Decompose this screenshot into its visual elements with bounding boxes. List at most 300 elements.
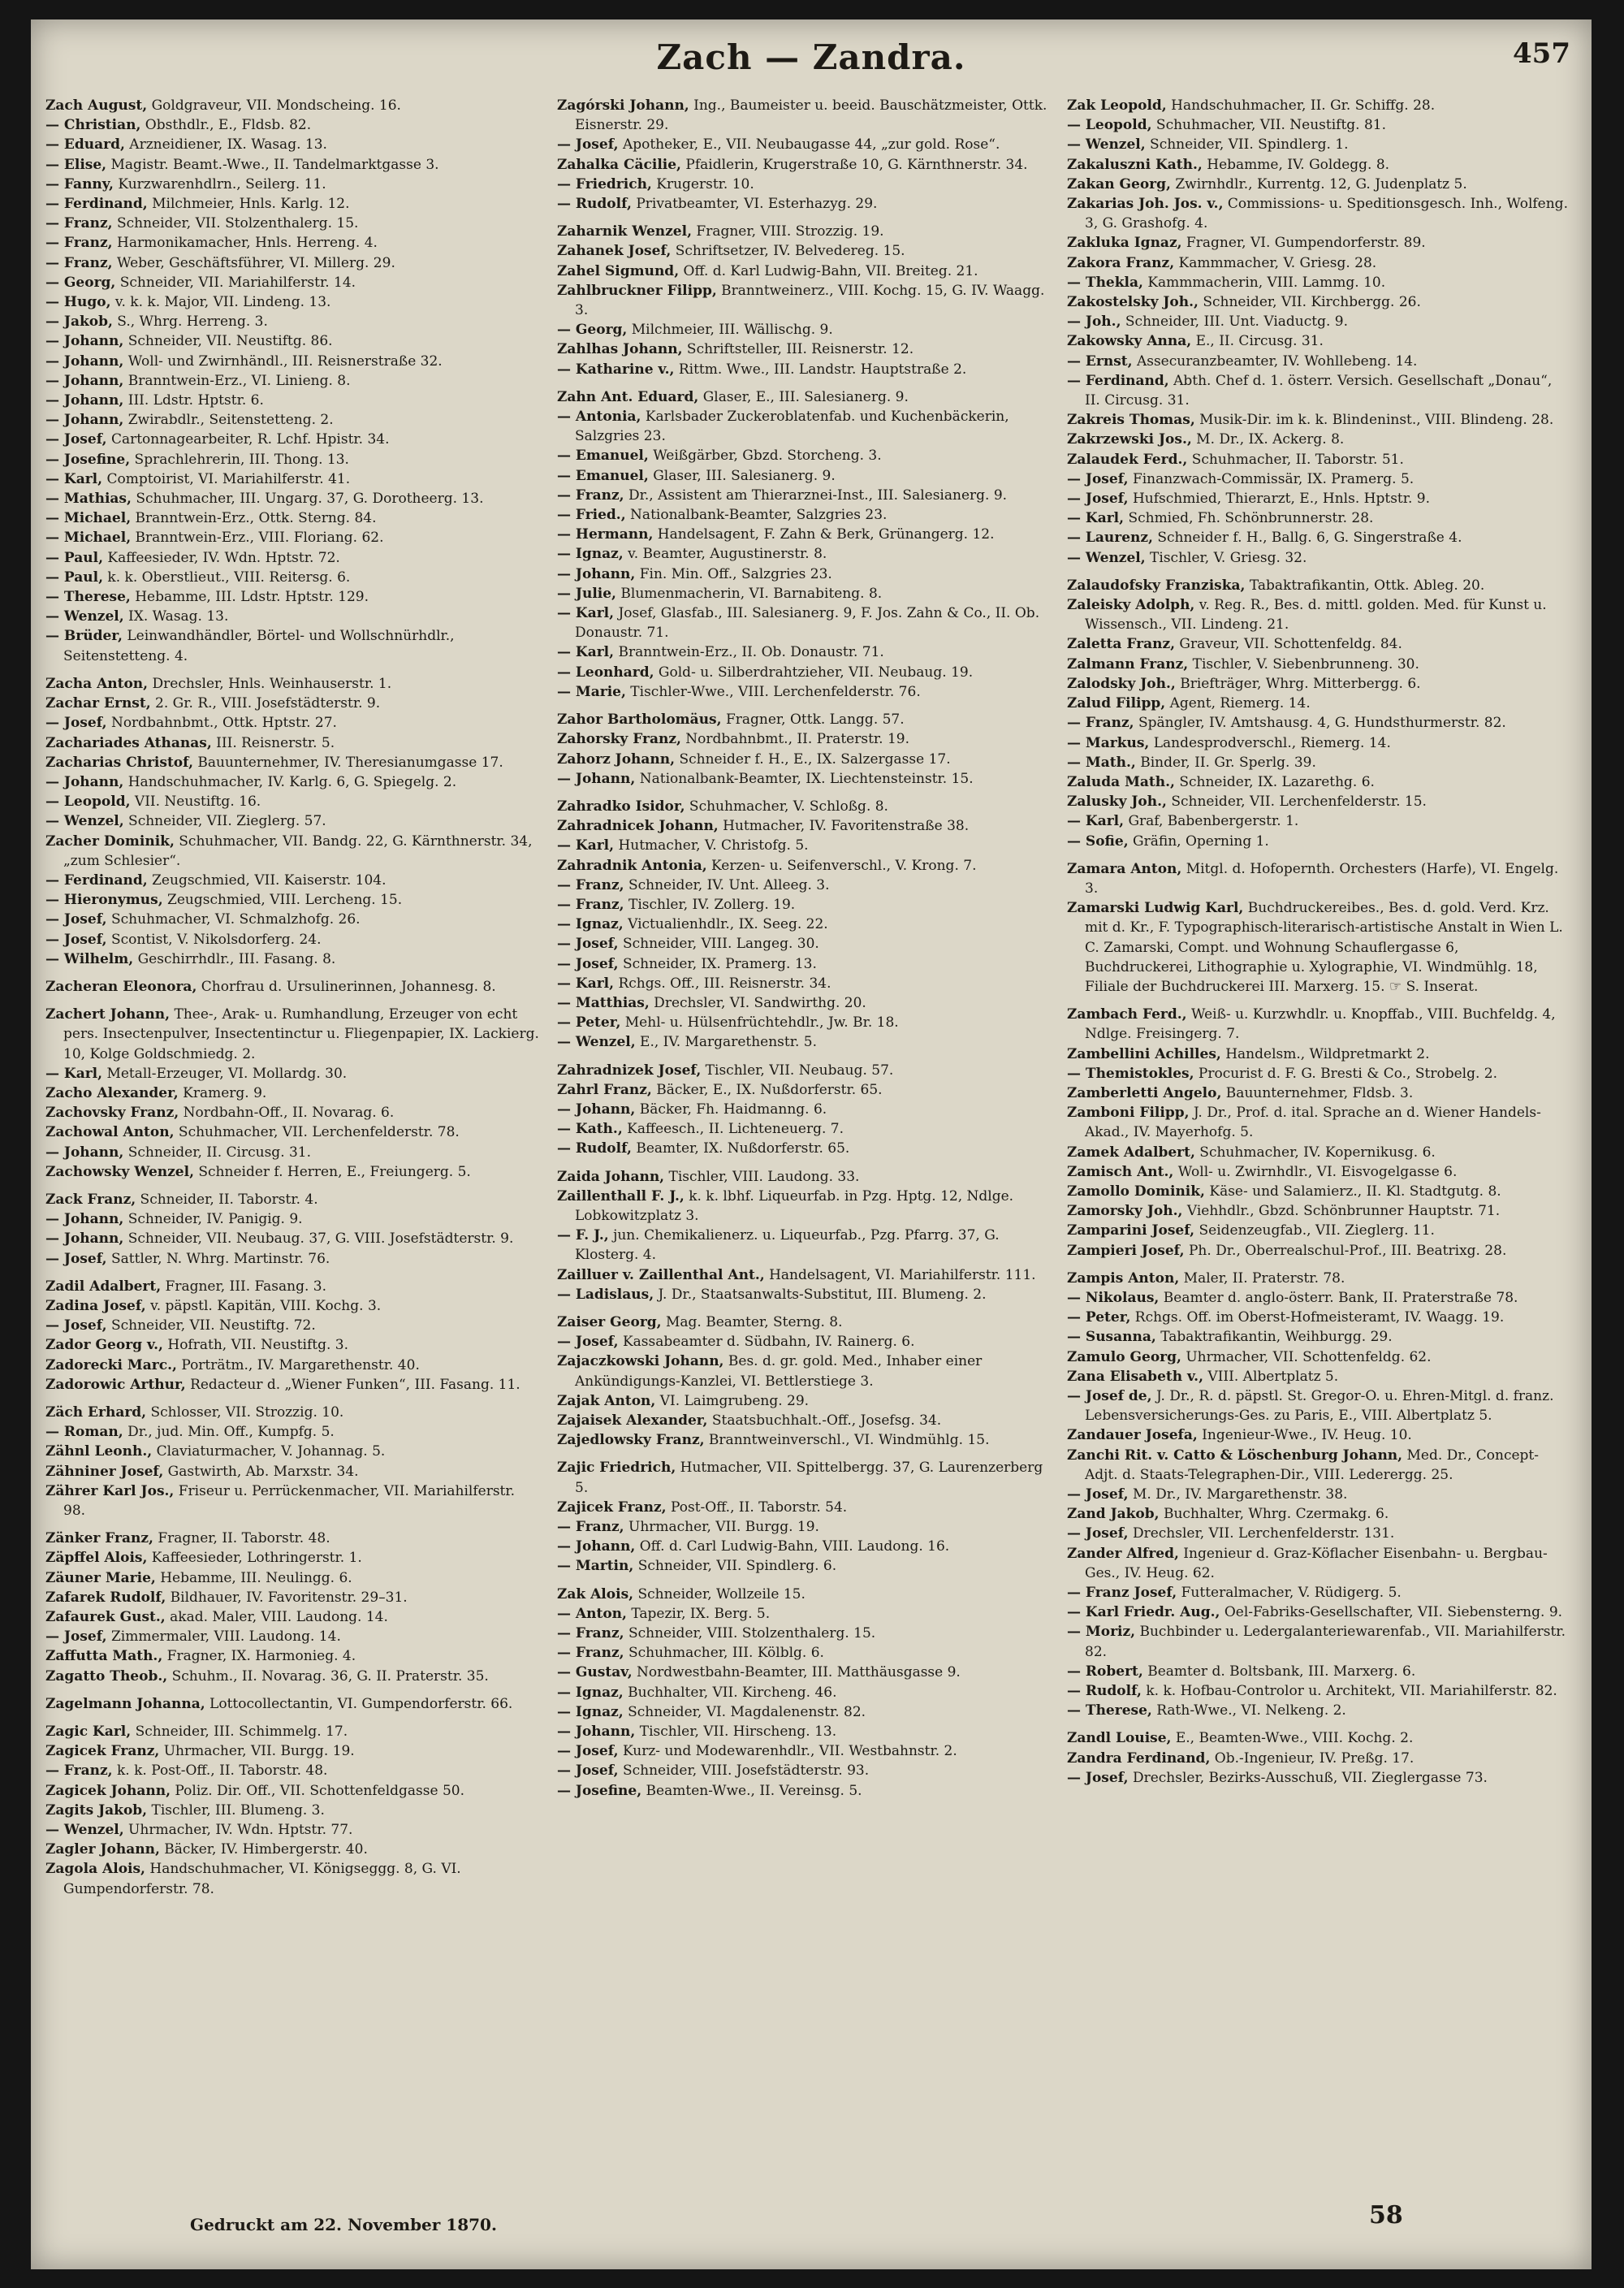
entry-name: Zahanek Josef, (557, 243, 672, 260)
directory-entry (557, 603, 1051, 642)
entry-details: Rchgs. Off. im Oberst-Hofmeisteramt, IV. Waagg. 19. (1130, 1309, 1505, 1326)
directory-entry (45, 352, 539, 371)
directory-entry (557, 682, 1051, 702)
entry-details: Buchhalter, VII. Kircheng. 46. (623, 1684, 837, 1701)
entry-name: — Georg, (45, 274, 116, 291)
directory-entry (45, 1229, 539, 1248)
directory-entry (557, 797, 1051, 816)
directory-entry (45, 1064, 539, 1083)
entry-name: — Johann, (45, 333, 124, 350)
directory-entry (557, 1702, 1051, 1722)
entry-details: Obsthdlr., E., Fldsb. 82. (140, 117, 312, 134)
entry-name: — Johann, (45, 1211, 124, 1228)
directory-entry (45, 115, 539, 135)
directory-entry (557, 729, 1051, 749)
directory-entry (557, 241, 1051, 261)
entry-details: Branntwein-Erz., VI. Linieng. 8. (123, 372, 351, 389)
entry-details: Graf, Babenbergerstr. 1. (1124, 813, 1299, 830)
entry-name: — Rudolf, (1067, 1683, 1142, 1700)
directory-entry (557, 816, 1051, 836)
directory-entry (45, 1801, 539, 1820)
directory-entry (45, 1316, 539, 1335)
entry-name: — Markus, (1067, 734, 1150, 751)
directory-entry (557, 954, 1051, 974)
entry-name: — Franz, (557, 876, 624, 893)
directory-entry (45, 1820, 539, 1840)
entry-name: Zakora Franz, (1067, 254, 1175, 271)
entry-details: Schneider, IV. Panigig. 9. (123, 1211, 303, 1228)
directory-entry (557, 1285, 1051, 1304)
directory-entry (1067, 135, 1570, 154)
entry-name: Zahradnizek Josef, (557, 1062, 702, 1079)
directory-entry (45, 1375, 539, 1395)
entry-details: Branntwein-Erz., Ottk. Sterng. 84. (131, 510, 377, 527)
directory-entry (1067, 1602, 1570, 1622)
entry-details: Harmonikamacher, Hnls. Herreng. 4. (112, 235, 378, 252)
entry-details: Pfaidlerin, Krugerstraße 10, G. Kärnthnerstr. 34. (680, 156, 1028, 173)
entry-name: — Johann, (557, 565, 636, 582)
entry-name: — Franz, (45, 235, 113, 252)
entry-name: — Nikolaus, (1067, 1289, 1160, 1306)
entry-name: — Josef, (557, 1762, 619, 1780)
entry-name: Zahor Bartholomäus, (557, 711, 722, 729)
entry-details: Fragner, VI. Gumpendorferstr. 89. (1181, 235, 1426, 252)
entry-name: Zakrzewski Jos., (1067, 431, 1192, 448)
directory-entry (557, 486, 1051, 505)
entry-details: 2. Gr. R., VIII. Josefstädterstr. 9. (150, 695, 381, 712)
entry-name: Zaleisky Adolph, (1067, 597, 1195, 614)
column-3 (1067, 96, 1570, 2175)
entry-name: — Peter, (1067, 1309, 1131, 1326)
entry-details: Bäcker, Fh. Haidmanng. 6. (635, 1101, 827, 1118)
directory-entry (557, 340, 1051, 359)
entry-details: Staatsbuchhalt.-Off., Josefsg. 34. (707, 1412, 942, 1429)
entry-details: S., Whrg. Herreng. 3. (112, 314, 268, 331)
entry-details: Drechsler, VI. Sandwirthg. 20. (649, 994, 866, 1011)
entry-name: — Ferdinand, (45, 196, 148, 213)
entry-name: Zäuner Marie, (45, 1569, 156, 1586)
directory-entry (557, 135, 1051, 154)
directory-entry (45, 1277, 539, 1296)
entry-name: — Ignaz, (557, 1684, 624, 1701)
entry-details: Bauunternehmer, Fldsb. 3. (1221, 1084, 1414, 1101)
entry-name: Zajaisek Alexander, (557, 1412, 708, 1429)
directory-entry (1067, 1749, 1570, 1768)
entry-details: Schneider, II. Taborstr. 4. (136, 1191, 318, 1208)
entry-name: Zamberletti Angelo, (1067, 1084, 1222, 1101)
entry-details: Schneider, VIII. Josefstädterstr. 93. (618, 1762, 870, 1780)
entry-name: Zagórski Johann, (557, 97, 689, 114)
entry-details: Thee-, Arak- u. Rumhandlung, Erzeuger von echt pers. Insectenpulver, Insectentinctur u. Fliegenpapier, IX. Lackierg. 10, Kolge Goldschmiedg. 2. (63, 1006, 539, 1062)
entry-details: Branntweinerz., VIII. Kochg. 15, G. IV. Waagg. 3. (575, 282, 1045, 319)
directory-entry (45, 96, 539, 115)
entry-details: Schuhm., II. Novarag. 36, G. II. Praterstr. 35. (167, 1667, 489, 1685)
entry-details: Briefträger, Whrg. Mitterbergg. 6. (1175, 675, 1421, 692)
entry-name: Zaillenthall F. J., (557, 1187, 685, 1205)
entry-name: Zandra Ferdinand, (1067, 1750, 1211, 1767)
directory-entry (1067, 489, 1570, 508)
directory-entry (45, 155, 539, 175)
entry-details: Beamter d. Boltsbank, III. Marxerg. 6. (1142, 1663, 1416, 1680)
directory-entry (45, 253, 539, 273)
entry-name: — Johann, (45, 412, 124, 429)
entry-name: Zampis Anton, (1067, 1269, 1180, 1287)
entry-details: Geschirrhdlr., III. Fasang. 8. (133, 950, 336, 967)
directory-entry (45, 489, 539, 508)
directory-entry (557, 934, 1051, 954)
entry-details: Hebamme, IV. Goldegg. 8. (1202, 156, 1390, 173)
directory-entry (1067, 1524, 1570, 1543)
entry-details: Kurz- und Modewarenhdlr., VII. Westbahnstr. 2. (618, 1743, 957, 1760)
entry-name: — Karl, (557, 837, 615, 854)
entry-name: — Eduard, (45, 136, 125, 154)
directory-entry (45, 135, 539, 154)
entry-name: Zalmann Franz, (1067, 655, 1189, 673)
entry-name: Zambellini Achilles, (1067, 1045, 1221, 1062)
entry-details: Schneider, VII. Stolzenthalerg. 15. (112, 215, 359, 232)
entry-details: Bes. d. gr. gold. Med., Inhaber einer Ankündigungs-Kanzlei, VI. Bettlerstiege 3. (575, 1353, 983, 1390)
directory-entry (557, 1411, 1051, 1430)
entry-name: Zähniner Josef, (45, 1463, 164, 1480)
directory-entry (1067, 792, 1570, 811)
directory-entry (557, 1643, 1051, 1663)
directory-entry (557, 856, 1051, 876)
entry-details: M. Dr., IX. Ackerg. 8. (1191, 431, 1345, 448)
entry-name: Zamek Adalbert, (1067, 1144, 1195, 1161)
entry-name: — Josef, (1067, 1769, 1129, 1786)
entry-name: Zahorz Johann, (557, 750, 676, 768)
entry-details: Graveur, VII. Schottenfeldg. 84. (1175, 636, 1402, 653)
entry-details: v. päpstl. Kapitän, VIII. Kochg. 3. (145, 1297, 382, 1314)
entry-details: Branntwein-Erz., II. Ob. Donaustr. 71. (614, 644, 884, 661)
entry-details: Mag. Beamter, Sterng. 8. (661, 1313, 843, 1330)
entry-name: — Wenzel, (45, 813, 124, 830)
entry-details: Rittm. Wwe., III. Landstr. Hauptstraße 2. (674, 361, 967, 378)
directory-entry (45, 910, 539, 929)
entry-details: Branntweinverschl., VI. Windmühlg. 15. (704, 1432, 990, 1449)
directory-entry (557, 1061, 1051, 1080)
entry-name: — Friedrich, (557, 175, 652, 192)
entry-details: Hutmacher, VII. Spittelbergg. 37, G. Laurenzerberg 5. (575, 1460, 1043, 1496)
entry-name: — Franz, (557, 1625, 624, 1642)
entry-name: — Ignaz, (557, 546, 624, 563)
entry-name: — Johann, (557, 1724, 636, 1741)
entry-name: Zakarias Joh. Jos. v., (1067, 196, 1224, 213)
entry-details: v. k. k. Major, VII. Lindeng. 13. (110, 294, 331, 311)
entry-details: Privatbeamter, VI. Esterhazyg. 29. (631, 196, 878, 213)
entry-name: — Fried., (557, 507, 626, 524)
entry-name: Zamorsky Joh., (1067, 1203, 1183, 1220)
entry-name: — Johann, (45, 773, 124, 790)
entry-name: — Karl, (557, 605, 615, 622)
directory-entry (45, 1548, 539, 1568)
directory-entry (45, 1122, 539, 1142)
entry-details: Gastwirth, Ab. Marxstr. 34. (163, 1463, 359, 1480)
entry-details: Bäcker, E., IX. Nußdorferstr. 65. (651, 1081, 883, 1098)
entry-name: — Paul, (45, 549, 103, 566)
entry-details: Schuhmacher, IV. Kopernikusg. 6. (1194, 1144, 1436, 1161)
entry-details: Schneider, VII. Kirchbergg. 26. (1198, 294, 1421, 311)
entry-details: Futteralmacher, V. Rüdigerg. 5. (1177, 1585, 1402, 1602)
entry-name: — Wenzel, (1067, 549, 1146, 566)
entry-name: Zakluka Ignaz, (1067, 235, 1182, 252)
entry-details: M. Dr., IV. Margarethenstr. 38. (1128, 1486, 1348, 1503)
entry-name: — Hieronymus, (45, 892, 163, 909)
directory-entry (557, 1313, 1051, 1332)
entry-details: v. Reg. R., Bes. d. mittl. golden. Med. für Kunst u. Wissensch., VII. Lindeng. 21. (1085, 597, 1547, 634)
entry-details: Schneider, VIII. Langeg. 30. (618, 936, 819, 953)
directory-entry (1067, 832, 1570, 851)
entry-name: — Karl, (45, 1065, 103, 1082)
entry-details: Kammmacherin, VIII. Lammg. 10. (1142, 274, 1386, 291)
entry-details: Kassabeamter d. Südbahn, IV. Rainerg. 6. (618, 1334, 915, 1351)
entry-details: Handelsagent, F. Zahn & Berk, Grünangerg. 12. (653, 526, 995, 543)
entry-details: Apotheker, E., VII. Neubaugasse 44, „zur gold. Rose“. (618, 136, 1000, 154)
directory-entry (557, 1663, 1051, 1682)
directory-entry (557, 446, 1051, 465)
entry-details: Off. d. Carl Ludwig-Bahn, VIII. Laudong. 16. (635, 1538, 950, 1555)
entry-name: Zährer Karl Jos., (45, 1482, 175, 1499)
entry-details: Uhrmacher, VII. Burgg. 19. (159, 1743, 355, 1760)
entry-name: — Math., (1067, 754, 1136, 771)
entry-details: Bildhauer, IV. Favoritenstr. 29–31. (166, 1589, 408, 1606)
entry-details: Kramerg. 9. (178, 1084, 267, 1101)
entry-details: Hutmacher, IV. Favoritenstraße 38. (718, 818, 970, 835)
directory-entry (45, 548, 539, 568)
directory-entry (1067, 450, 1570, 469)
entry-name: — Karl, (557, 975, 615, 992)
directory-entry (557, 320, 1051, 340)
entry-name: — Karl, (557, 644, 615, 661)
entry-details: Hebamme, III. Neulingg. 6. (155, 1569, 352, 1586)
entry-details: k. k. Hofbau-Controlor u. Architekt, VII. Mariahilferstr. 82. (1141, 1683, 1557, 1700)
entry-name: — Johann, (45, 372, 124, 389)
entry-name: — Paul, (45, 569, 103, 586)
print-date: Gedruckt am 22. November 1870. (190, 2215, 497, 2234)
running-head: Zach — Zandra. (656, 37, 966, 77)
entry-name: Zacho Alexander, (45, 1084, 179, 1101)
entry-details: Schneider, VII. Zieglerg. 57. (123, 813, 326, 830)
entry-name: Zakaluszni Kath., (1067, 156, 1203, 173)
entry-name: Zak Alois, (557, 1585, 634, 1602)
entry-details: Zeugschmied, VIII. Lercheng. 15. (162, 892, 403, 909)
entry-details: Glaser, III. Salesianerg. 9. (648, 467, 836, 484)
entry-details: Bauunternehmer, IV. Theresianumgasse 17. (193, 754, 503, 771)
directory-entry (557, 584, 1051, 603)
entry-details: Fragner, II. Taborstr. 48. (153, 1530, 330, 1547)
entry-name: Zakowsky Anna, (1067, 333, 1192, 350)
directory-entry (45, 674, 539, 694)
entry-name: — Gustav, (557, 1664, 633, 1681)
directory-entry (1067, 1701, 1570, 1720)
entry-details: Handschuhmacher, IV. Karlg. 6, G. Spiegelg. 2. (123, 773, 457, 790)
entry-name: — Mathias, (45, 491, 132, 508)
entry-name: Zahorsky Franz, (557, 731, 681, 748)
entry-name: — Michael, (45, 510, 132, 527)
page-header (31, 31, 1592, 76)
directory-entry (1067, 1182, 1570, 1201)
entry-name: — Karl, (1067, 510, 1125, 527)
entry-name: — Fanny, (45, 175, 114, 192)
directory-entry (1067, 175, 1570, 194)
entry-name: — Emanuel, (557, 448, 649, 465)
directory-entry (1067, 548, 1570, 568)
entry-name: Zador Georg v., (45, 1337, 163, 1354)
entry-details: Schneider, III. Schimmelg. 17. (131, 1724, 348, 1741)
entry-details: Schuhmacher, III. Kölblg. 6. (624, 1645, 824, 1662)
entry-details: Kerzen- u. Seifenverschl., V. Krong. 7. (706, 857, 977, 874)
entry-name: Zagola Alois, (45, 1861, 145, 1878)
entry-name: — Brüder, (45, 628, 123, 645)
entry-details: Schuhmacher, VI. Schmalzhofg. 26. (106, 911, 361, 928)
entry-details: Off. d. Karl Ludwig-Bahn, VII. Breiteg. 21. (679, 262, 978, 279)
entry-details: Mitgl. d. Hofopernth. Orchesters (Harfe), VI. Engelg. 3. (1085, 860, 1559, 897)
directory-entry (45, 949, 539, 969)
entry-name: Zandauer Josefa, (1067, 1427, 1198, 1444)
directory-entry (1067, 772, 1570, 792)
entry-details: Metall-Erzeuger, VI. Mollardg. 30. (102, 1065, 348, 1082)
entry-name: — Themistokles, (1067, 1065, 1194, 1082)
entry-name: — Wenzel, (45, 1822, 124, 1839)
entry-name: — Antonia, (557, 409, 641, 426)
entry-details: Bäcker, IV. Himbergerstr. 40. (159, 1841, 368, 1858)
directory-entry (1067, 1622, 1570, 1661)
directory-entry (45, 1296, 539, 1316)
entry-name: — Franz, (557, 1645, 624, 1662)
directory-entry (557, 1741, 1051, 1761)
entry-name: Zäch Erhard, (45, 1404, 147, 1421)
entry-name: Zagatto Theob., (45, 1667, 168, 1685)
entry-details: Schuhmacher, III. Ungarg. 37, G. Dorotheerg. 13. (131, 491, 484, 508)
entry-details: Gold- u. Silberdrahtzieher, VII. Neubaug. 19. (654, 664, 974, 681)
entry-details: IX. Wasag. 13. (123, 608, 229, 625)
directory-entry (557, 360, 1051, 379)
entry-details: Landesprodverschl., Riemerg. 14. (1149, 734, 1391, 751)
entry-name: Zachovsky Franz, (45, 1105, 179, 1122)
entry-details: Seidenzeugfab., VII. Zieglerg. 11. (1194, 1222, 1435, 1239)
directory-entry (1067, 1143, 1570, 1162)
entry-name: — Therese, (1067, 1702, 1152, 1719)
entry-name: Zacharias Christof, (45, 754, 193, 771)
directory-entry (1067, 528, 1570, 547)
entry-details: Drechsler, Hnls. Weinhauserstr. 1. (148, 675, 392, 692)
entry-details: Handelsagent, VI. Mariahilferstr. 111. (764, 1266, 1036, 1283)
entry-name: — Leopold, (45, 794, 131, 811)
entry-details: k. k. lbhf. Liqueurfab. in Pzg. Hptg. 12, Ndlge. Lobkowitzplatz 3. (575, 1187, 1014, 1224)
entry-details: Nationalbank-Beamter, IX. Liechtensteinstr. 15. (635, 770, 974, 787)
entry-name: — Franz, (45, 215, 113, 232)
directory-entry (557, 876, 1051, 895)
directory-entry (557, 1537, 1051, 1556)
entry-details: III. Ldstr. Hptstr. 6. (123, 392, 264, 409)
entry-name: — Moriz, (1067, 1624, 1136, 1641)
directory-entry (557, 1013, 1051, 1032)
entry-details: Lottocollectantin, VI. Gumpendorferstr. 66. (205, 1695, 513, 1712)
entry-details: Nordbahn-Off., II. Novarag. 6. (179, 1105, 395, 1122)
entry-name: — Sofie, (1067, 833, 1129, 850)
entry-details: Tabaktrafikantin, Weihburgg. 29. (1155, 1329, 1393, 1346)
entry-name: Zäpffel Alois, (45, 1550, 148, 1567)
entry-details: Kammmacher, V. Griesg. 28. (1174, 254, 1377, 271)
entry-name: Zana Elisabeth v., (1067, 1368, 1204, 1385)
directory-entry (1067, 1425, 1570, 1445)
entry-details: Kaffeesieder, Lothringerstr. 1. (147, 1550, 362, 1567)
directory-entry (1067, 194, 1570, 233)
directory-entry (45, 811, 539, 831)
entry-name: — Johann, (45, 352, 124, 370)
entry-details: Cartonnagearbeiter, R. Lchf. Hpistr. 34. (106, 431, 390, 448)
entry-name: — Josef de, (1067, 1388, 1152, 1404)
directory-entry (557, 1100, 1051, 1119)
entry-details: Woll- u. Zwirnhdlr., VI. Eisvogelgasse 6. (1173, 1163, 1458, 1180)
entry-details: Maler, II. Praterstr. 78. (1179, 1269, 1345, 1287)
directory-entry (45, 1607, 539, 1627)
entry-details: Uhrmacher, IV. Wdn. Hptstr. 77. (123, 1822, 353, 1839)
entry-details: Fragner, Ottk. Langg. 57. (721, 711, 905, 729)
entry-details: Schneider, IV. Unt. Alleeg. 3. (624, 876, 830, 893)
directory-entry (557, 387, 1051, 407)
entry-details: Abth. Chef d. 1. österr. Versich. Gesellschaft „Donau“, II. Circusg. 31. (1085, 372, 1553, 409)
directory-entry (557, 1458, 1051, 1497)
directory-entry (557, 1585, 1051, 1604)
entry-details: E., Beamten-Wwe., VIII. Kochg. 2. (1171, 1730, 1414, 1747)
entry-details: Schneider, VII. Mariahilferstr. 14. (115, 274, 356, 291)
entry-details: Claviaturmacher, V. Johannag. 5. (152, 1443, 386, 1460)
entry-name: — Josef, (45, 1628, 107, 1646)
directory-entry (557, 1391, 1051, 1411)
entry-name: — Christian, (45, 117, 141, 134)
entry-details: Milchmeier, Hnls. Karlg. 12. (147, 196, 350, 213)
directory-entry (45, 410, 539, 430)
entry-name: — Matthias, (557, 994, 650, 1011)
entry-name: Zach August, (45, 97, 148, 114)
entry-name: Zamollo Dominik, (1067, 1183, 1205, 1200)
entry-name: Zalud Filipp, (1067, 695, 1166, 712)
entry-details: Porträtm., IV. Margarethenstr. 40. (176, 1356, 420, 1373)
entry-details: Uhrmacher, VII. Burgg. 19. (624, 1519, 819, 1536)
entry-details: Schuhmacher, II. Taborstr. 51. (1187, 451, 1404, 468)
directory-entry (45, 568, 539, 587)
entry-name: — Wenzel, (45, 608, 124, 625)
entry-details: Schneider f. Herren, E., Freiungerg. 5. (193, 1163, 471, 1180)
directory-entry (45, 1422, 539, 1442)
entry-name: — Josef, (45, 1250, 107, 1267)
entry-details: Handelsm., Wildpretmarkt 2. (1220, 1045, 1430, 1062)
entry-details: Assecuranzbeamter, IV. Wohllebeng. 14. (1132, 352, 1418, 370)
entry-name: — Ignaz, (557, 1703, 624, 1720)
directory-entry (45, 528, 539, 547)
entry-name: — Wenzel, (1067, 136, 1146, 154)
entry-name: Zaiser Georg, (557, 1313, 662, 1330)
entry-name: — Josef, (557, 136, 619, 154)
entry-name: — Therese, (45, 589, 131, 606)
entry-details: Poliz. Dir. Off., VII. Schottenfeldgasse 50. (171, 1782, 464, 1799)
entry-name: Zachert Johann, (45, 1006, 171, 1023)
directory-entry (557, 769, 1051, 789)
entry-name: Zagicek Franz, (45, 1743, 160, 1760)
directory-entry (45, 214, 539, 233)
directory-entry (1067, 410, 1570, 430)
entry-details: Schuhmacher, V. Schloßg. 8. (685, 798, 888, 815)
entry-name: — Franz, (557, 896, 624, 913)
entry-name: Zampieri Josef, (1067, 1242, 1185, 1259)
directory-entry (45, 1694, 539, 1714)
entry-details: Zwirnhdlr., Kurrentg. 12, G. Judenplatz 5. (1170, 175, 1467, 192)
entry-name: — Josef, (557, 936, 619, 953)
directory-entry (45, 371, 539, 391)
entry-name: Zalaudek Ferd., (1067, 451, 1188, 468)
entry-name: Zajaczkowski Johann, (557, 1353, 724, 1370)
